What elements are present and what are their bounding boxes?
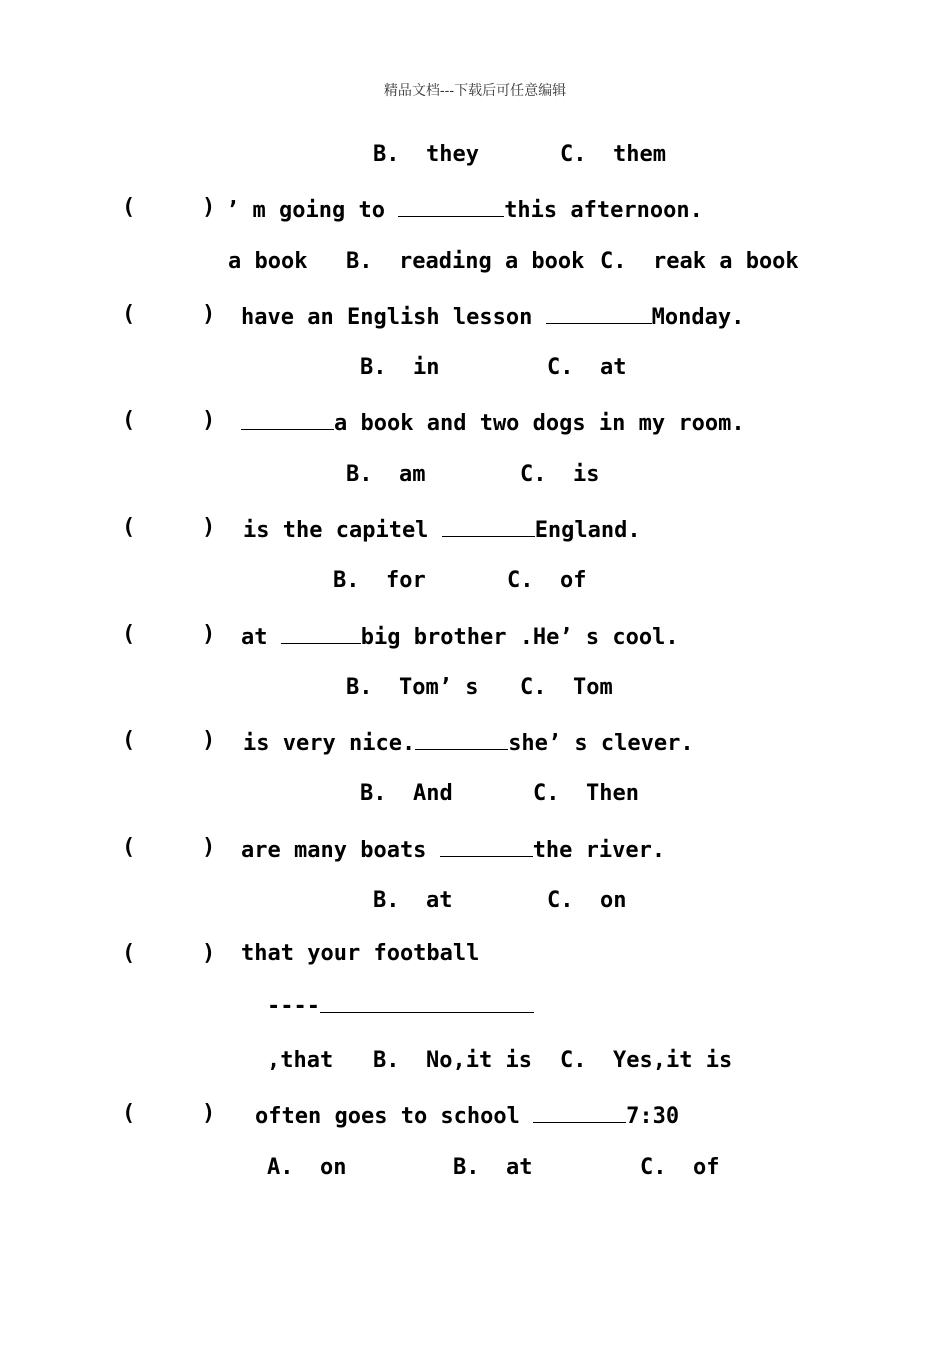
answer-paren-close: ): [202, 941, 216, 966]
option-a: a book: [228, 249, 308, 274]
question-text-pre: are many boats: [241, 838, 440, 863]
answer-paren-close: ): [202, 515, 216, 540]
answer-paren-open: (: [122, 408, 136, 433]
answer-paren-open: (: [122, 941, 136, 966]
answer-dash: ----: [267, 994, 320, 1019]
option-b: B. at: [373, 888, 453, 913]
question-text: [241, 407, 745, 438]
question-text-post: she’ s clever.: [508, 731, 694, 756]
answer-blank[interactable]: [281, 621, 361, 644]
answer-paren-close: ): [202, 195, 216, 220]
question-text-post: a book and two dogs in my room.: [334, 411, 745, 436]
option-c: C. Yes,it is: [560, 1048, 733, 1073]
question-text-pre: have an English lesson: [241, 305, 546, 330]
answer-paren-close: ): [202, 302, 216, 327]
answer-line: [267, 990, 534, 1021]
answer-blank[interactable]: [320, 990, 534, 1013]
answer-paren-close: ): [202, 408, 216, 433]
question-text-post: this afternoon.: [504, 198, 703, 223]
answer-paren-close: ): [202, 835, 216, 860]
option-b: B. am: [346, 462, 426, 487]
option-b: B. No,it is: [373, 1048, 532, 1073]
question-text: [226, 194, 703, 225]
question-text-pre: at: [241, 625, 281, 650]
option-c: C. of: [507, 568, 587, 593]
answer-blank[interactable]: [440, 834, 533, 857]
option-c: C. Tom: [520, 675, 613, 700]
option-c: C. on: [547, 888, 627, 913]
option-c: C. at: [547, 355, 627, 380]
option-a: ,that: [267, 1048, 334, 1073]
answer-blank[interactable]: [546, 301, 652, 324]
option-c: C. reak a book: [600, 249, 799, 274]
answer-blank[interactable]: [415, 727, 508, 750]
answer-paren-close: ): [202, 1101, 216, 1126]
answer-blank[interactable]: [533, 1100, 626, 1123]
question-text-pre: is very nice.: [243, 731, 416, 756]
answer-paren-open: (: [122, 835, 136, 860]
option-c: C. of: [640, 1155, 720, 1180]
option-b: B. for: [333, 568, 426, 593]
answer-paren-open: (: [122, 195, 136, 220]
option-c: C. is: [520, 462, 600, 487]
question-text-post: Monday.: [651, 305, 745, 330]
answer-blank[interactable]: [398, 194, 504, 217]
answer-paren-open: (: [122, 1101, 136, 1126]
answer-paren-open: (: [122, 728, 136, 753]
question-text: [241, 621, 679, 652]
answer-paren-open: (: [122, 302, 136, 327]
option-c: C. them: [560, 142, 666, 167]
question-text-post: 7:30: [626, 1104, 680, 1129]
question-text: [243, 727, 694, 758]
option-b: B. at: [453, 1155, 533, 1180]
question-text: [255, 1100, 679, 1131]
question-text-pre: often goes to school: [255, 1104, 534, 1129]
option-b: B. And: [360, 781, 453, 806]
question-text: [241, 301, 744, 332]
answer-paren-close: ): [202, 728, 216, 753]
option-b: B. Tom’ s: [346, 675, 479, 700]
question-text-pre: is the capitel: [243, 518, 442, 543]
question-text: [241, 834, 665, 865]
answer-paren-open: (: [122, 622, 136, 647]
question-text-post: the river.: [532, 838, 666, 863]
option-b: B. reading a book: [346, 249, 585, 274]
question-text: [243, 514, 641, 545]
question-text-post: big brother .He’ s cool.: [360, 625, 679, 650]
answer-blank[interactable]: [442, 514, 535, 537]
option-a: A. on: [267, 1155, 347, 1180]
option-b: B. in: [360, 355, 440, 380]
question-text-pre: ’ m going to: [226, 198, 399, 223]
answer-paren-open: (: [122, 515, 136, 540]
page-header: 精品文档---下载后可任意编辑: [383, 83, 567, 99]
answer-blank[interactable]: [241, 407, 334, 430]
question-text: that your football: [241, 941, 480, 966]
option-b: B. they: [373, 142, 479, 167]
option-c: C. Then: [533, 781, 639, 806]
question-text-post: England.: [534, 518, 641, 543]
answer-paren-close: ): [202, 622, 216, 647]
